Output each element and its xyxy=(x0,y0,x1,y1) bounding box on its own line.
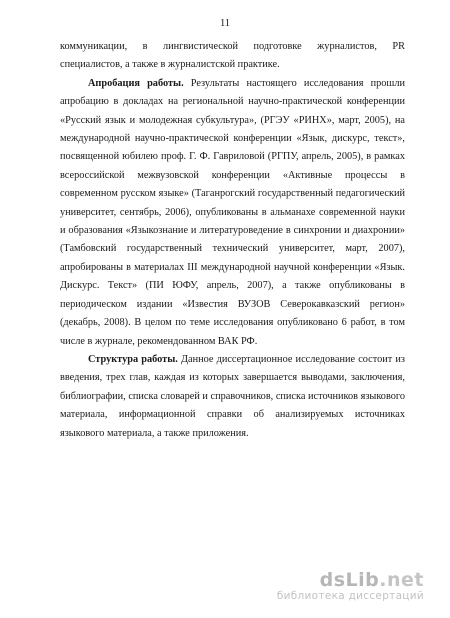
page-number: 11 xyxy=(219,18,231,29)
paragraph-continuation: коммуникации, в лингвистической подготовке журналистов, PR специалистов, а также в журналистской практике. xyxy=(60,41,405,71)
paragraph-structure xyxy=(60,351,405,443)
watermark-logo-tld: .net xyxy=(379,569,424,591)
structure-heading: Структура работы. xyxy=(88,353,178,365)
watermark-logo-main: dsLib xyxy=(319,569,380,591)
approbation-heading: Апробация работы. xyxy=(88,77,184,89)
watermark-logo xyxy=(277,570,424,590)
document-body xyxy=(60,38,405,443)
site-watermark xyxy=(277,570,424,603)
paragraph-approbation xyxy=(60,75,405,351)
watermark-subtitle: библиотека диссертаций xyxy=(276,590,424,602)
structure-text: Данное диссертационное исследование состоит из введения, трех глав, каждая из которых завершается выводами, заключения, библиографии, списка словарей и справочников, списка источников языкового материала, информационной справки об анализируемых источниках языкового материала, а также приложения. xyxy=(60,353,405,439)
approbation-text: Результаты настоящего исследования прошли апробацию в докладах на региональной научно-практической конференции «Русский язык и молодежная субкультура», (РГЭУ «РИНХ», март, 2005), на международной научно-практической конференции «Язык, дискурс, текст», посвященной юбилею проф. Г. Ф. Гавриловой (РГПУ, апрель, 2005), в рамках всероссийской межвузовской конференции «Активные процессы в современном русском языке» (Таганрогский государственный педагогический университет, сентябрь, 2006), опубликованы в альманахе современной науки и образования «Языкознание и литературоведение в синхронии и диахронии» (Тамбовский государственный технический университет, март, 2007), апробированы в материалах III международной научной конференции «Язык. Дискурс. Текст» (ПИ ЮФУ, апрель, 2007), а также опубликованы в периодическом издании «Известия ВУЗОВ Северокавказский регион» (декабрь, 2008). В целом по теме исследования опубликовано 6 работ, в том числе в журнале, рекомендованном ВАК РФ. xyxy=(60,77,405,347)
